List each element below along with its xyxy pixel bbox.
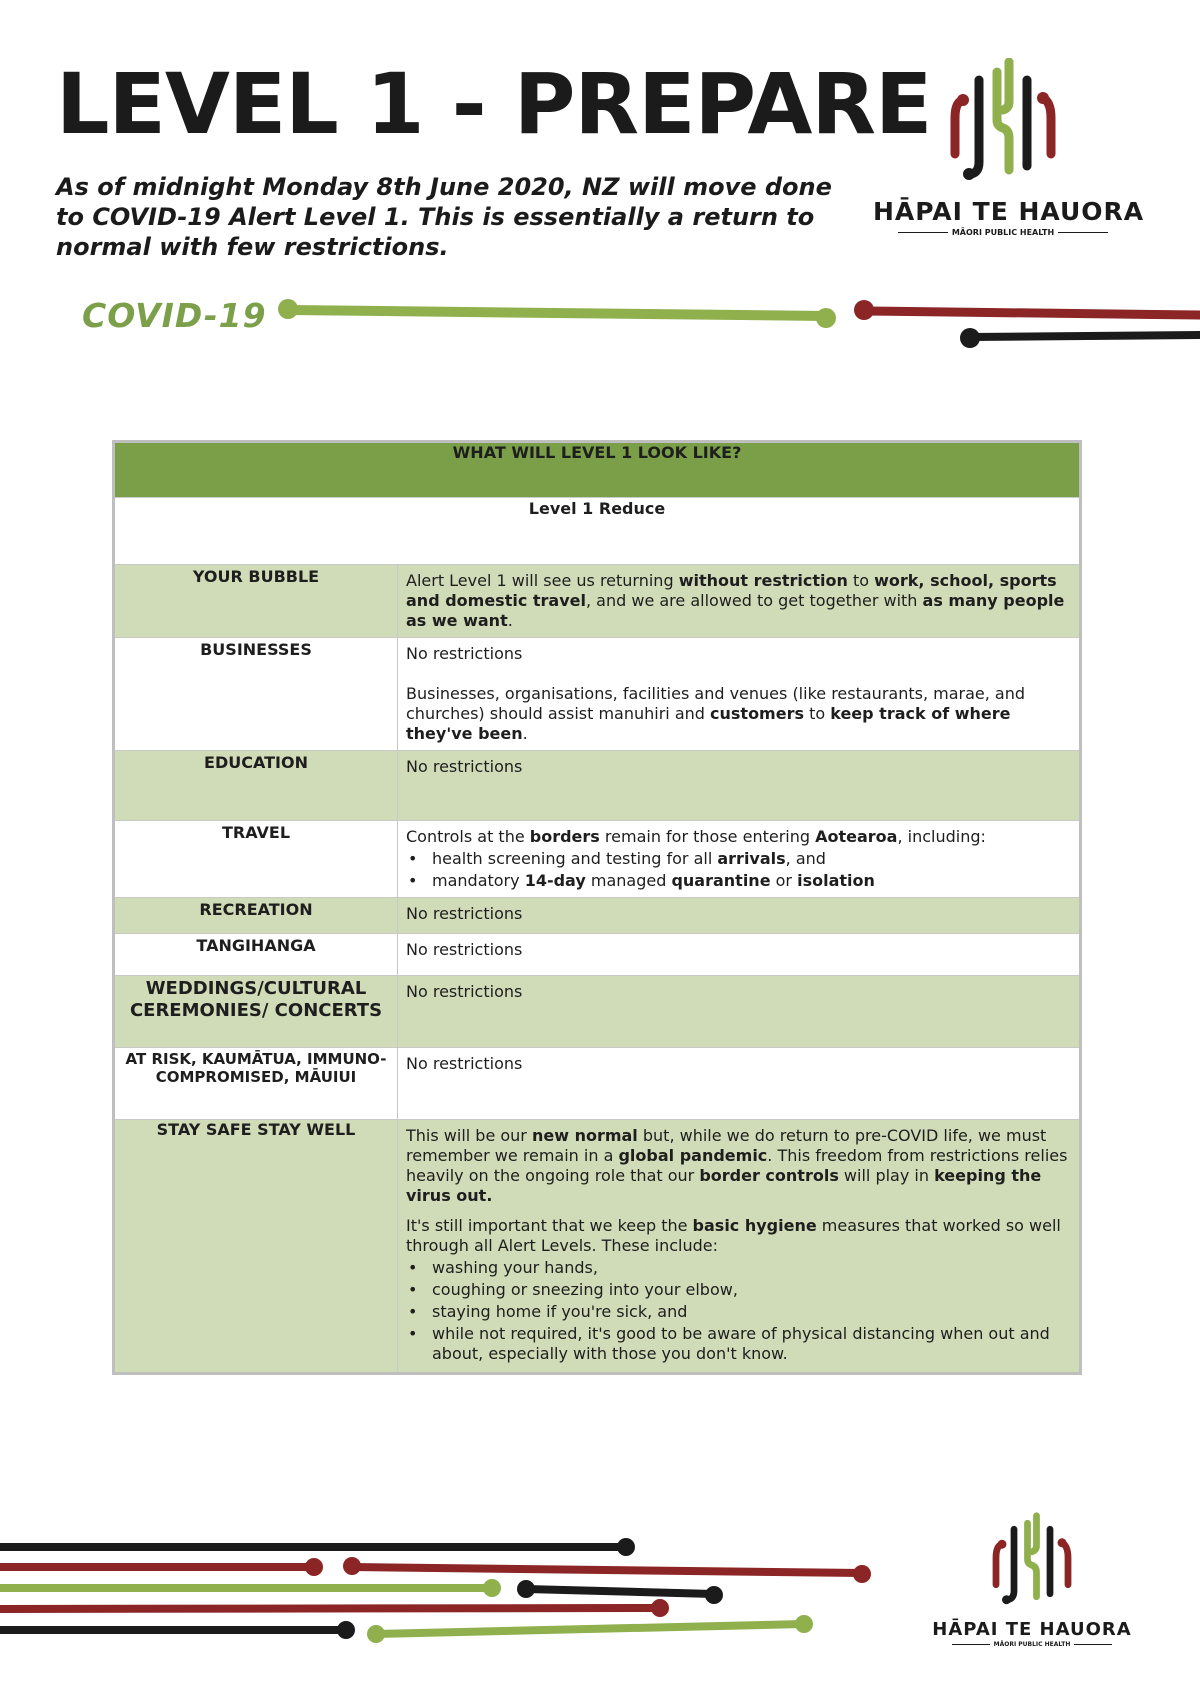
row-text — [406, 827, 1071, 847]
text: will play in — [838, 1166, 935, 1185]
bold-text: Aotearoa — [815, 827, 898, 846]
logo-name: HĀPAI TE HAUORA — [873, 197, 1145, 226]
row-label: TANGIHANGA — [114, 934, 398, 976]
row-label: WEDDINGS/CULTURAL CEREMONIES/ CONCERTS — [114, 976, 398, 1048]
row-label: TRAVEL — [114, 821, 398, 898]
table-row — [114, 565, 1081, 638]
bold-text: arrivals — [717, 849, 786, 868]
row-content — [398, 638, 1081, 751]
row-content — [398, 751, 1081, 821]
bullet-list — [406, 1258, 1071, 1364]
table-row — [114, 1048, 1081, 1120]
bold-text: customers — [710, 704, 804, 723]
text: staying home if you're sick, and — [432, 1302, 688, 1321]
row-label: BUSINESSES — [114, 638, 398, 751]
covid-tag: COVID-19 — [82, 296, 267, 335]
text: , and we are allowed to get together with — [586, 591, 923, 610]
text: This will be our — [406, 1126, 532, 1145]
bold-text: basic hygiene — [692, 1216, 817, 1235]
text: coughing or sneezing into your elbow, — [432, 1280, 738, 1299]
row-content — [398, 1048, 1081, 1120]
row-text: No restrictions — [406, 904, 523, 923]
list-item — [406, 1302, 1071, 1322]
table-row — [114, 934, 1081, 976]
bold-text: quarantine — [671, 871, 771, 890]
text: to — [847, 571, 875, 590]
bold-text: keeping the virus out. — [406, 1166, 1042, 1205]
table-row — [114, 898, 1081, 934]
text: washing your hands, — [432, 1258, 598, 1277]
row-text: No restrictions — [406, 1054, 523, 1073]
bullet-list — [406, 849, 1071, 891]
text: It's still important that we keep the — [406, 1216, 693, 1235]
bold-text: 14-day — [524, 871, 586, 890]
text: measures that worked so well through all Alert Levels. These include: — [406, 1216, 1061, 1255]
intro-text: As of midnight Monday 8th June 2020, NZ will move done to COVID-19 Alert Level 1. This is essentially a return to normal with few restrictions. — [56, 173, 832, 261]
row-text — [406, 1216, 1071, 1256]
table-heading: WHAT WILL LEVEL 1 LOOK LIKE? — [114, 442, 1081, 498]
list-item — [406, 1258, 1071, 1278]
bold-text: without restriction — [678, 571, 848, 590]
text: while not required, it's good to be aware of physical distancing when out and about, especially with those you don't know. — [432, 1324, 1050, 1363]
text: mandatory — [432, 871, 525, 890]
row-text — [406, 571, 1071, 631]
table-row — [114, 751, 1081, 821]
row-label: RECREATION — [114, 898, 398, 934]
row-label: AT RISK, KAUMĀTUA, IMMUNO-COMPROMISED, MĀUIUI — [114, 1048, 398, 1120]
row-content — [398, 821, 1081, 898]
bold-text: keep track of where they've been — [406, 704, 1011, 743]
row-content — [398, 1120, 1081, 1374]
row-text — [406, 684, 1071, 744]
row-label: YOUR BUBBLE — [114, 565, 398, 638]
logo-subtitle: MĀORI PUBLIC HEALTH — [993, 1641, 1071, 1648]
text: but, while we do return to pre-COVID life, we must remember we remain in a — [406, 1126, 1047, 1165]
text: , and — [785, 849, 826, 868]
page-title: LEVEL 1 - PREPARE — [56, 55, 932, 153]
bold-text: border controls — [699, 1166, 839, 1185]
table-level-title: Level 1 Reduce — [114, 498, 1081, 565]
list-item — [406, 1324, 1071, 1364]
row-text: No restrictions — [406, 982, 523, 1001]
table-row — [114, 638, 1081, 751]
hapai-logo — [873, 58, 1145, 237]
row-text: No restrictions — [406, 940, 523, 959]
text: Controls at the — [406, 827, 530, 846]
text: remain for those entering — [599, 827, 816, 846]
logo-name: HĀPAI TE HAUORA — [932, 1619, 1132, 1640]
text: or — [770, 871, 798, 890]
bold-text: as many people as we want — [406, 591, 1065, 630]
row-label: EDUCATION — [114, 751, 398, 821]
text: , including: — [897, 827, 986, 846]
row-text: No restrictions — [406, 757, 523, 776]
text: Alert Level 1 will see us returning — [406, 571, 679, 590]
list-item — [406, 1280, 1071, 1300]
row-content — [398, 565, 1081, 638]
text: . — [507, 611, 513, 630]
row-label: STAY SAFE STAY WELL — [114, 1120, 398, 1374]
table-row — [114, 821, 1081, 898]
text: Businesses, organisations, facilities and venues (like restaurants, marae, and churches) should assist manuhiri and — [406, 684, 1026, 723]
row-text — [406, 1126, 1071, 1206]
list-item — [406, 871, 1071, 891]
text: . — [522, 724, 528, 743]
table-row — [114, 976, 1081, 1048]
row-text: No restrictions — [406, 644, 523, 663]
hapai-logo-footer — [932, 1512, 1132, 1648]
text: to — [804, 704, 831, 723]
row-content — [398, 934, 1081, 976]
bold-text: isolation — [797, 871, 875, 890]
table-row — [114, 1120, 1081, 1374]
level-table — [112, 440, 1082, 1375]
logo-subtitle: MĀORI PUBLIC HEALTH — [951, 228, 1055, 237]
bold-text: new normal — [531, 1126, 638, 1145]
bold-text: global pandemic — [618, 1146, 768, 1165]
list-item — [406, 849, 1071, 869]
row-content — [398, 898, 1081, 934]
logo-mark-icon — [987, 1512, 1077, 1608]
bold-text: work, school, sports and domestic travel — [406, 571, 1057, 610]
row-content — [398, 976, 1081, 1048]
text: managed — [585, 871, 672, 890]
bold-text: borders — [529, 827, 600, 846]
logo-mark-icon — [943, 58, 1063, 184]
text: . This freedom from restrictions relies heavily on the ongoing role that our — [406, 1146, 1068, 1185]
text: health screening and testing for all — [432, 849, 718, 868]
